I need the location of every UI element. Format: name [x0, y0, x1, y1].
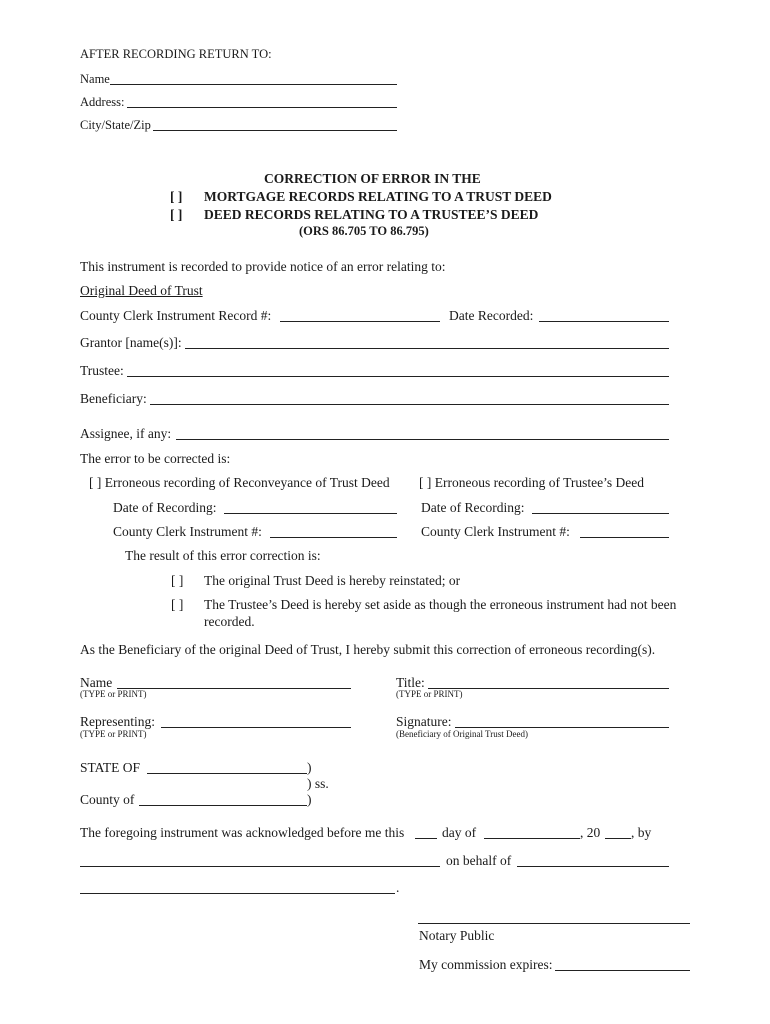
state-of-label: STATE OF: [80, 760, 141, 775]
trustee-field[interactable]: [127, 376, 669, 377]
title-line4: (ORS 86.705 TO 86.795): [299, 224, 429, 238]
behalf-field[interactable]: [517, 866, 669, 867]
title-line3: DEED RECORDS RELATING TO A TRUSTEE’S DEED: [204, 207, 539, 222]
ack-year-field[interactable]: [605, 838, 631, 839]
county-paren: ): [307, 792, 312, 807]
intro-text: This instrument is recorded to provide notice of an error relating to:: [80, 259, 446, 274]
sig-signature-hint: (Beneficiary of Original Trust Deed): [396, 729, 528, 739]
right-instrument-label: County Clerk Instrument #:: [421, 524, 570, 539]
record-number-label: County Clerk Instrument Record #:: [80, 308, 272, 323]
sig-representing-hint: (TYPE or PRINT): [80, 729, 147, 739]
right-instrument-field[interactable]: [580, 537, 669, 538]
sig-title-label: Title:: [396, 675, 425, 690]
return-city-label: City/State/Zip: [80, 118, 151, 132]
beneficiary-label: Beneficiary:: [80, 391, 147, 406]
ack-period: .: [396, 880, 400, 895]
ack-prefix: The foregoing instrument was acknowledged before me this: [80, 825, 405, 840]
return-city-field[interactable]: [153, 130, 397, 131]
left-instrument-label: County Clerk Instrument #:: [113, 524, 262, 539]
result-heading: The result of this error correction is:: [125, 548, 321, 563]
sig-name-label: Name: [80, 675, 113, 690]
title-checkbox-deed[interactable]: [ ]: [170, 207, 183, 222]
ack-entity-field[interactable]: [80, 893, 395, 894]
notary-public-label: Notary Public: [419, 928, 495, 943]
error-heading: The error to be corrected is:: [80, 451, 231, 466]
date-recorded-field[interactable]: [539, 321, 669, 322]
left-date-field[interactable]: [224, 513, 397, 514]
behalf-label: on behalf of: [446, 853, 512, 868]
trustee-label: Trustee:: [80, 363, 124, 378]
right-date-field[interactable]: [532, 513, 669, 514]
result-checkbox-set-aside[interactable]: [ ]: [171, 597, 184, 612]
grantor-label: Grantor [name(s)]:: [80, 335, 182, 350]
original-deed-heading: Original Deed of Trust: [80, 283, 203, 298]
return-name-field[interactable]: [110, 84, 397, 85]
sig-name-field[interactable]: [117, 688, 351, 689]
sig-representing-field[interactable]: [161, 727, 351, 728]
right-date-label: Date of Recording:: [421, 500, 525, 515]
result-reinstated-text: The original Trust Deed is hereby reinstated; or: [204, 573, 461, 588]
result-checkbox-reinstated[interactable]: [ ]: [171, 573, 184, 588]
ack-month-field[interactable]: [484, 838, 580, 839]
ss-label: ) ss.: [307, 776, 329, 791]
title-line2: MORTGAGE RECORDS RELATING TO A TRUST DEED: [204, 189, 552, 204]
sig-signature-label: Signature:: [396, 714, 452, 729]
grantor-field[interactable]: [185, 348, 669, 349]
ack-name-field[interactable]: [80, 866, 440, 867]
return-name-label: Name: [80, 72, 110, 86]
error-option-reconveyance[interactable]: [ ] Erroneous recording of Reconveyance of Trust Deed: [89, 475, 390, 490]
ack-year-prefix: , 20: [580, 825, 601, 840]
sig-representing-label: Representing:: [80, 714, 155, 729]
assignee-field[interactable]: [176, 439, 669, 440]
record-number-field[interactable]: [280, 321, 440, 322]
commission-label: My commission expires:: [419, 957, 553, 972]
title-line1: CORRECTION OF ERROR IN THE: [264, 171, 481, 186]
ack-day-field[interactable]: [415, 838, 437, 839]
ack-by-label: , by: [631, 825, 652, 840]
left-date-label: Date of Recording:: [113, 500, 217, 515]
return-address-field[interactable]: [127, 107, 397, 108]
return-address-label: Address:: [80, 95, 125, 109]
county-of-field[interactable]: [139, 805, 307, 806]
beneficiary-field[interactable]: [150, 404, 669, 405]
return-header: AFTER RECORDING RETURN TO:: [80, 47, 272, 61]
sig-title-hint: (TYPE or PRINT): [396, 689, 463, 699]
sig-name-hint: (TYPE or PRINT): [80, 689, 147, 699]
ack-day-label: day of: [442, 825, 477, 840]
left-instrument-field[interactable]: [270, 537, 397, 538]
title-checkbox-mortgage[interactable]: [ ]: [170, 189, 183, 204]
sig-signature-field[interactable]: [455, 727, 669, 728]
commission-field[interactable]: [555, 970, 690, 971]
state-paren: ): [307, 760, 312, 775]
sig-title-field[interactable]: [428, 688, 669, 689]
error-option-trustees-deed[interactable]: [ ] Erroneous recording of Trustee’s Deed: [419, 475, 644, 490]
notary-signature-field[interactable]: [418, 923, 690, 924]
state-of-field[interactable]: [147, 773, 307, 774]
county-of-label: County of: [80, 792, 135, 807]
submission-text: As the Beneficiary of the original Deed of Trust, I hereby submit this correction of erroneous recording(s).: [80, 642, 656, 657]
date-recorded-label: Date Recorded:: [449, 308, 534, 323]
result-set-aside-text-cont: recorded.: [204, 614, 255, 629]
result-set-aside-text: The Trustee’s Deed is hereby set aside as though the erroneous instrument had not been: [204, 597, 677, 612]
assignee-label: Assignee, if any:: [80, 426, 172, 441]
